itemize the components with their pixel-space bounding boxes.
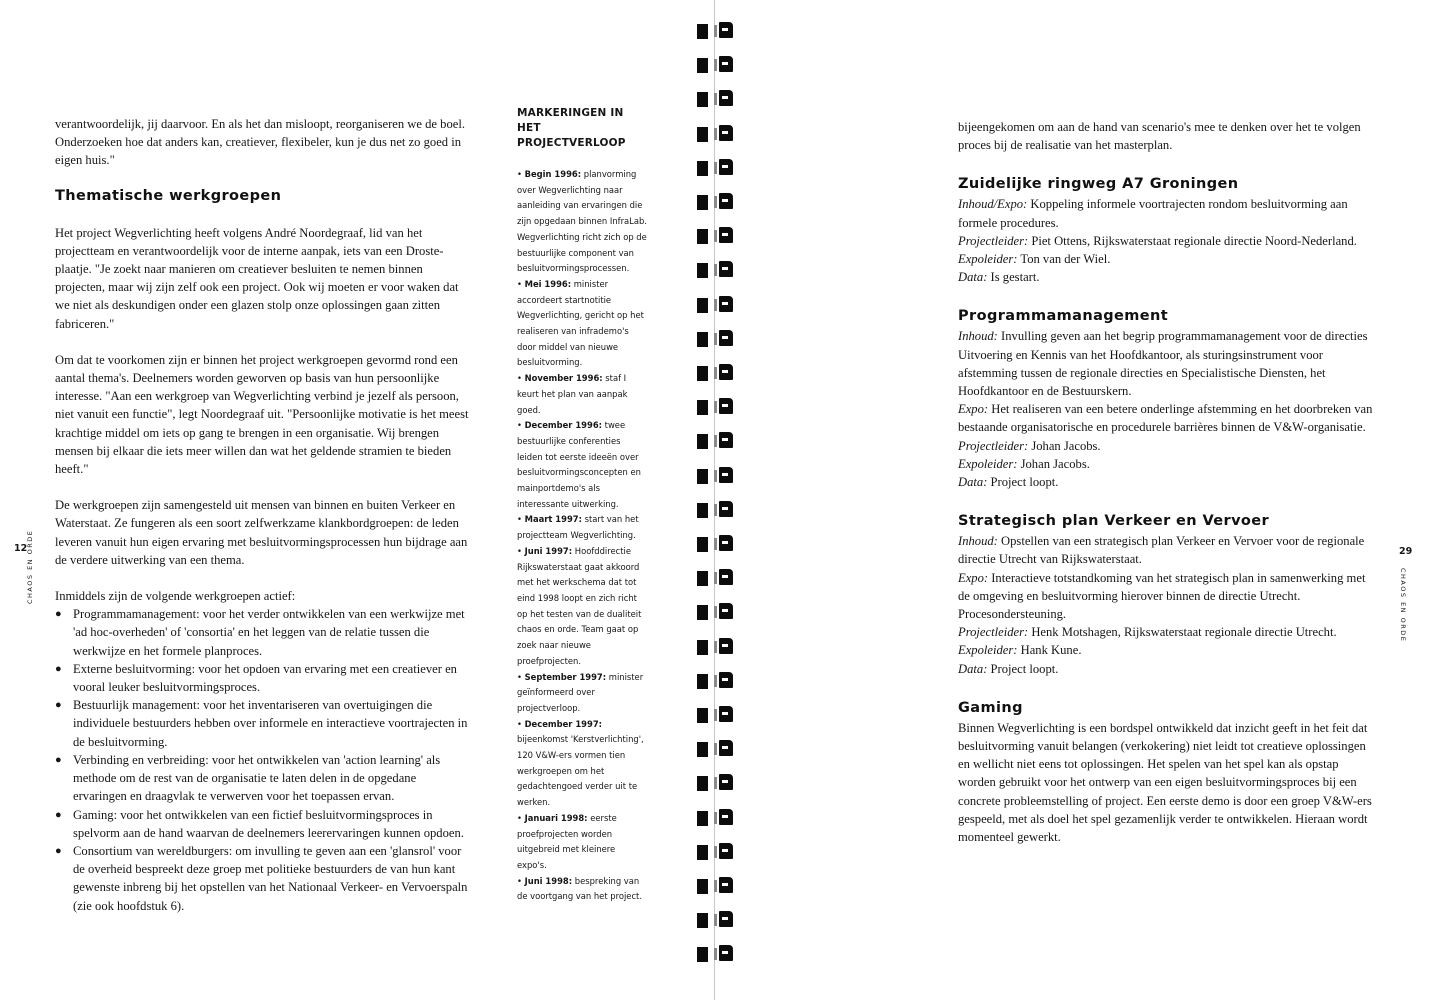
binding-notch [714,641,717,653]
timeline-item: • Januari 1998: eerste proefprojecten worden uitgebreid met kleinere expo's. [517,812,617,870]
binding-notch [714,162,717,174]
list-intro: Inmiddels zijn de volgende werkgroepen actief: [55,589,296,604]
list-item: ● Gaming: voor het ontwikkelen van een fictief besluitvormingsproces in spelvorm aan de hand waarvan de deelnemers leerervaringen kunnen opdoen. [55,806,473,842]
timeline-text: bespreking van de voortgang van het project. [517,875,642,902]
sidebar-title-line1: MARKERINGEN IN HET [517,107,624,134]
binding-hole [697,195,708,210]
right-main-column [958,118,1378,868]
project-field [958,473,1378,491]
section-gaming [958,700,1378,846]
timeline-date: December 1996: [524,420,602,431]
binding-hole [697,127,708,142]
binding-hole [697,24,708,39]
project-title: Zuidelijke ringweg A7 Groningen [958,176,1239,193]
binding-notch [714,846,717,858]
project-field [958,437,1378,455]
timeline-text: eerste proefprojecten worden uitgebreid met kleinere expo's. [517,812,617,870]
project-field [958,327,1378,400]
page-number-right: 29 [1399,546,1413,557]
binding-notch [714,435,717,447]
paragraph-samenstelling: De werkgroepen zijn samengesteld uit mensen van binnen en buiten Verkeer en Waterstaat. Ze fungeren als een soort zelfwerkzame klankbordgroepen: de leden leveren vanuit hun eigen ervaring met besluitvormingsprocessen hun bijdrage aan de verdere uitwerking van een thema. [55,498,468,567]
field-label: Expoleider: [958,643,1018,658]
field-label: Expoleider: [958,456,1018,471]
field-value: Koppeling informele voortrajecten rondom besluitvorming aan formele procedures. [958,197,1348,230]
timeline-list [517,167,647,905]
binding-notch [714,196,717,208]
binding-notch [714,606,717,618]
timeline-date: November 1996: [524,373,603,384]
field-label: Inhoud: [958,534,998,549]
field-label: Inhoud/Expo: [958,197,1028,212]
binding-notch [714,128,717,140]
binding-hole [697,571,708,586]
field-label: Inhoud: [958,329,998,344]
binding-notch [714,367,717,379]
project-field [958,400,1378,436]
binding-hole [697,811,708,826]
field-value: Henk Motshagen, Rijkswaterstaat regionale directie Utrecht. [1031,625,1337,640]
binding-hole [697,947,708,962]
project-field [958,250,1378,268]
binding-notch [714,743,717,755]
binding-hole [697,161,708,176]
binding-hole [697,366,708,381]
binding-notch [714,880,717,892]
sidebar-title-line2: PROJECTVERLOOP [517,137,626,149]
timeline-sidebar [517,106,647,905]
project-field [958,268,1378,286]
binding-hole [697,332,708,347]
timeline-item: • November 1996: staf I keurt het plan van aanpak goed. [517,373,628,415]
timeline-date: December 1997: [524,718,602,729]
field-label: Projectleider: [958,438,1029,453]
page-number-left: 12 [14,543,28,554]
timeline-text: twee bestuurlijke conferenties leiden tot eerste ideeën over besluitvormingsconcepten en mainportdemo's als interessante uitwerking. [517,420,641,509]
field-value: Opstellen van een strategisch plan Verkeer en Vervoer voor de regionale directie Utrecht van Rijkswaterstaat. [958,534,1365,567]
gaming-heading: Gaming [958,699,1023,716]
binding-notch [714,470,717,482]
field-label: Data: [958,475,988,490]
binding-notch [714,299,717,311]
binding-hole [697,434,708,449]
list-item: ● Verbinding en verbreiding: voor het ontwikkelen van 'action learning' als methode om de rest van de organisatie te laten delen in de opgedane ervaringen en draagvlak te verwerven voor het toepassen ervan. [55,751,473,806]
binding-notch [714,709,717,721]
timeline-date: Juni 1997: [524,545,573,556]
timeline-item: • December 1997: bijeenkomst 'Kerstverlichting', 120 V&W-ers vormen tien werkgroepen om het gedachtengoed verder uit te werken. [517,718,644,808]
binding-notch [714,948,717,960]
project-field [958,569,1378,624]
timeline-date: Mei 1996: [524,278,572,289]
sidebar-title [517,106,647,151]
list-item: ● Consortium van wereldburgers: om invulling te geven aan een 'glansrol' voor de overheid bespreekt deze groep met politieke bestuurders de van hun kant gewenste inbreng bij het opstellen van het Nationaal Verkeer- en Vervoerspaln (zie ook hoofdstuk 6). [55,842,473,915]
binding-notch [714,93,717,105]
binding-hole [697,92,708,107]
field-label: Data: [958,661,988,676]
binding-hole [697,879,708,894]
paragraph-werkgroepen: Om dat te voorkomen zijn er binnen het project werkgroepen gevormd rond een aantal thema's. Deelnemers worden geworven op basis van hun persoonlijke interesse. "Aan een werkgroep van Wegverlichting verbind je jezelf als persoon, niet vanuit een functie", legt Noordegraaf uit. "Persoonlijke motivatie is het meest krachtige middel om iets op gang te brengen in een organisatie. Wij brengen mensen bij elkaar die iets meer willen dan wat het geldende stramien te bieden heeft." [55,352,469,477]
binding-notch [714,25,717,37]
binding-notch [714,401,717,413]
timeline-date: Maart 1997: [524,514,582,525]
binding-hole [697,469,708,484]
field-label: Expo: [958,570,989,585]
field-label: Projectleider: [958,625,1029,640]
binding-notch [714,777,717,789]
project-field [958,623,1378,641]
field-value: Invulling geven aan het begrip programmamanagement voor de directies Uitvoering en Kennis van het Hoofdkantoor, als sturingsinstrument voor afstemming tussen de regionale directies en Specialistische Diensten, het Hoofdkantoor en de Bestuurskern. [958,329,1368,399]
binding-hole [697,913,708,928]
binding-notch [714,812,717,824]
binding-hole [697,229,708,244]
timeline-text: planvorming over Wegverlichting naar aanleiding van ervaringen die zijn opgedaan binnen InfraLab. Wegverlichting richt zich op de bestuurlijke component van besluitvormingsprocessen. [517,169,647,274]
binding-hole [697,776,708,791]
binding-notch [714,538,717,550]
opening-paragraph: verantwoordelijk, jij daarvoor. En als het dan misloopt, reorganiseren we de boel. Onderzoeken hoe dat anders kan, creatiever, flexibeler, kun je dus net zo goed in eigen huis." [55,117,465,168]
project-title: Programmamanagement [958,308,1169,325]
binding-notch [714,59,717,71]
binding-notch [714,333,717,345]
field-label: Data: [958,270,988,285]
binding-hole [697,605,708,620]
binding-hole [697,742,708,757]
binding-notch [714,914,717,926]
timeline-date: Begin 1996: [524,169,582,179]
field-label: Projectleider: [958,233,1029,248]
binding-hole [697,708,708,723]
field-value: Het realiseren van een betere onderlinge afstemming en het doorbreken van bestaande organisatorische en procedurele barrières binnen de V&W-organisatie. [958,402,1373,435]
project-strategisch-plan [958,513,1378,678]
field-label: Expo: [958,402,989,417]
timeline-text: staf I keurt het plan van aanpak goed. [517,373,628,415]
paragraph-droste: Het project Wegverlichting heeft volgens André Noordegraaf, lid van het projectteam en verantwoordelijk voor de interne aanpak, iets van een Droste-plaatje. "Je zoekt naar manieren om creatiever besluiten te nemen binnen projecten, maar wij zijn zelf ook een project. Ook wij moeten er voor waken dat we niet als deskundigen onder een glazen stolp onze oplossingen gaan zitten fabriceren." [55,225,459,331]
binding-notch [714,504,717,516]
timeline-text: minister geïnformeerd over projectverloop. [517,671,644,713]
timeline-item: • Begin 1996: planvorming over Wegverlichting naar aanleiding van ervaringen die zijn opgedaan binnen InfraLab. Wegverlichting richt zich op de bestuurlijke component van besluitvormingsprocessen. [517,169,647,274]
project-field [958,660,1378,678]
project-field [958,195,1378,231]
timeline-item: • Mei 1996: minister accordeert startnotitie Wegverlichting, gericht op het realiseren van infrademo's door middel van nieuwe besluitvorming. [517,278,644,368]
field-value: Interactieve totstandkoming van het strategisch plan in samenwerking met de omgeving en besluitvorming hierover binnen de directie Utrecht. Procesondersteuning. [958,570,1366,622]
binding-hole [697,640,708,655]
binding-notch [714,264,717,276]
timeline-text: Hoofddirectie Rijkswaterstaat gaat akkoord met het werkschema dat tot eind 1998 loopt en zich richt op het testen van de dualiteit chaos en orde. Team gaat op zoek naar nieuwe proefprojecten. [517,545,642,666]
project-field [958,532,1378,568]
field-label: Expoleider: [958,252,1018,267]
field-value: Johan Jacobs. [1020,456,1090,471]
field-value: Piet Ottens, Rijkswaterstaat regionale directie Noord-Nederland. [1031,233,1357,248]
right-intro-paragraph: bijeengekomen om aan de hand van scenario's mee te denken over het te volgen proces bij de realisatie van het masterplan. [958,120,1361,153]
project-title: Strategisch plan Verkeer en Vervoer [958,513,1270,530]
project-field [958,455,1378,473]
section-heading: Thematische werkgroepen [55,187,282,204]
list-item: ● Bestuurlijk management: voor het inventariseren van overtuigingen die individuele bestuurders hebben over informele en interactieve voortrajecten in de besluitvorming. [55,696,473,751]
field-value: Project loopt. [990,475,1059,490]
field-value: Is gestart. [990,270,1040,285]
binding-hole [697,400,708,415]
timeline-text: bijeenkomst 'Kerstverlichting', 120 V&W-ers vormen tien werkgroepen om het gedachtengoed verder uit te werken. [517,734,644,808]
project-programmamanagement [958,308,1378,491]
running-head-right: CHAOS EN ORDE [1399,568,1407,643]
timeline-item: • September 1997: minister geïnformeerd over projectverloop. [517,671,644,713]
left-page [0,0,700,1000]
gaming-text: Binnen Wegverlichting is een bordspel ontwikkeld dat inzicht geeft in het feit dat besluitvorming vanuit belangen (verkokering) niet leidt tot creatieve oplossingen en wellicht niet eens tot oplossingen. Het spelen van het spel kan als opstap worden gebruikt voor het ontwerp van een eigen besluitvormingsproces bij een concrete probleemstelling of project. Een eerste demo is door een groep V&W-ers gespeeld, met als doel het spel gezamenlijk verder te ontwikkelen. Hieraan wordt momenteel gewerkt. [958,720,1372,845]
field-value: Ton van der Wiel. [1020,252,1111,267]
timeline-text: minister accordeert startnotitie Wegverlichting, gericht op het realiseren van infrademo's door middel van nieuwe besluitvorming. [517,278,644,368]
field-value: Project loopt. [990,661,1059,676]
binding-hole [697,845,708,860]
timeline-date: Januari 1998: [524,812,588,823]
project-field [958,641,1378,659]
list-item: ● Programmamanagement: voor het verder ontwikkelen van een werkwijze met 'ad hoc-overheden' of 'consortia' en het leggen van de relatie tussen die werkwijze en het formele planproces. [55,605,473,660]
binding-hole [697,263,708,278]
timeline-item: • December 1996: twee bestuurlijke conferenties leiden tot eerste ideeën over besluitvormingsconcepten en mainportdemo's als interessante uitwerking. [517,420,641,509]
left-main-column [55,115,473,915]
field-value: Johan Jacobs. [1031,438,1101,453]
project-field [958,232,1378,250]
werkgroepen-list [55,605,473,914]
binding-notch [714,230,717,242]
timeline-text: start van het projectteam Wegverlichting. [517,514,639,541]
running-head-left: CHAOS EN ORDE [26,529,34,604]
timeline-item: • Maart 1997: start van het projectteam Wegverlichting. [517,514,639,541]
binding-notch [714,675,717,687]
binding-hole [697,58,708,73]
timeline-item: • Juni 1997: Hoofddirectie Rijkswaterstaat gaat akkoord met het werkschema dat tot eind 1998 loopt en zich richt op het testen van de dualiteit chaos en orde. Team gaat op zoek naar nieuwe proefprojecten. [517,545,642,666]
binding-hole [697,503,708,518]
list-item: ● Externe besluitvorming: voor het opdoen van ervaring met een creatiever en vooral leuker besluitvormingsproces. [55,660,473,696]
timeline-date: Juni 1998: [524,875,573,886]
binding-hole [697,674,708,689]
binding-notch [714,572,717,584]
project-zuidelijke-ringweg [958,176,1378,286]
timeline-item: • Juni 1998: bespreking van de voortgang van het project. [517,875,642,902]
binding-hole [697,298,708,313]
field-value: Hank Kune. [1020,643,1082,658]
binding-hole [697,537,708,552]
timeline-date: September 1997: [524,671,607,682]
